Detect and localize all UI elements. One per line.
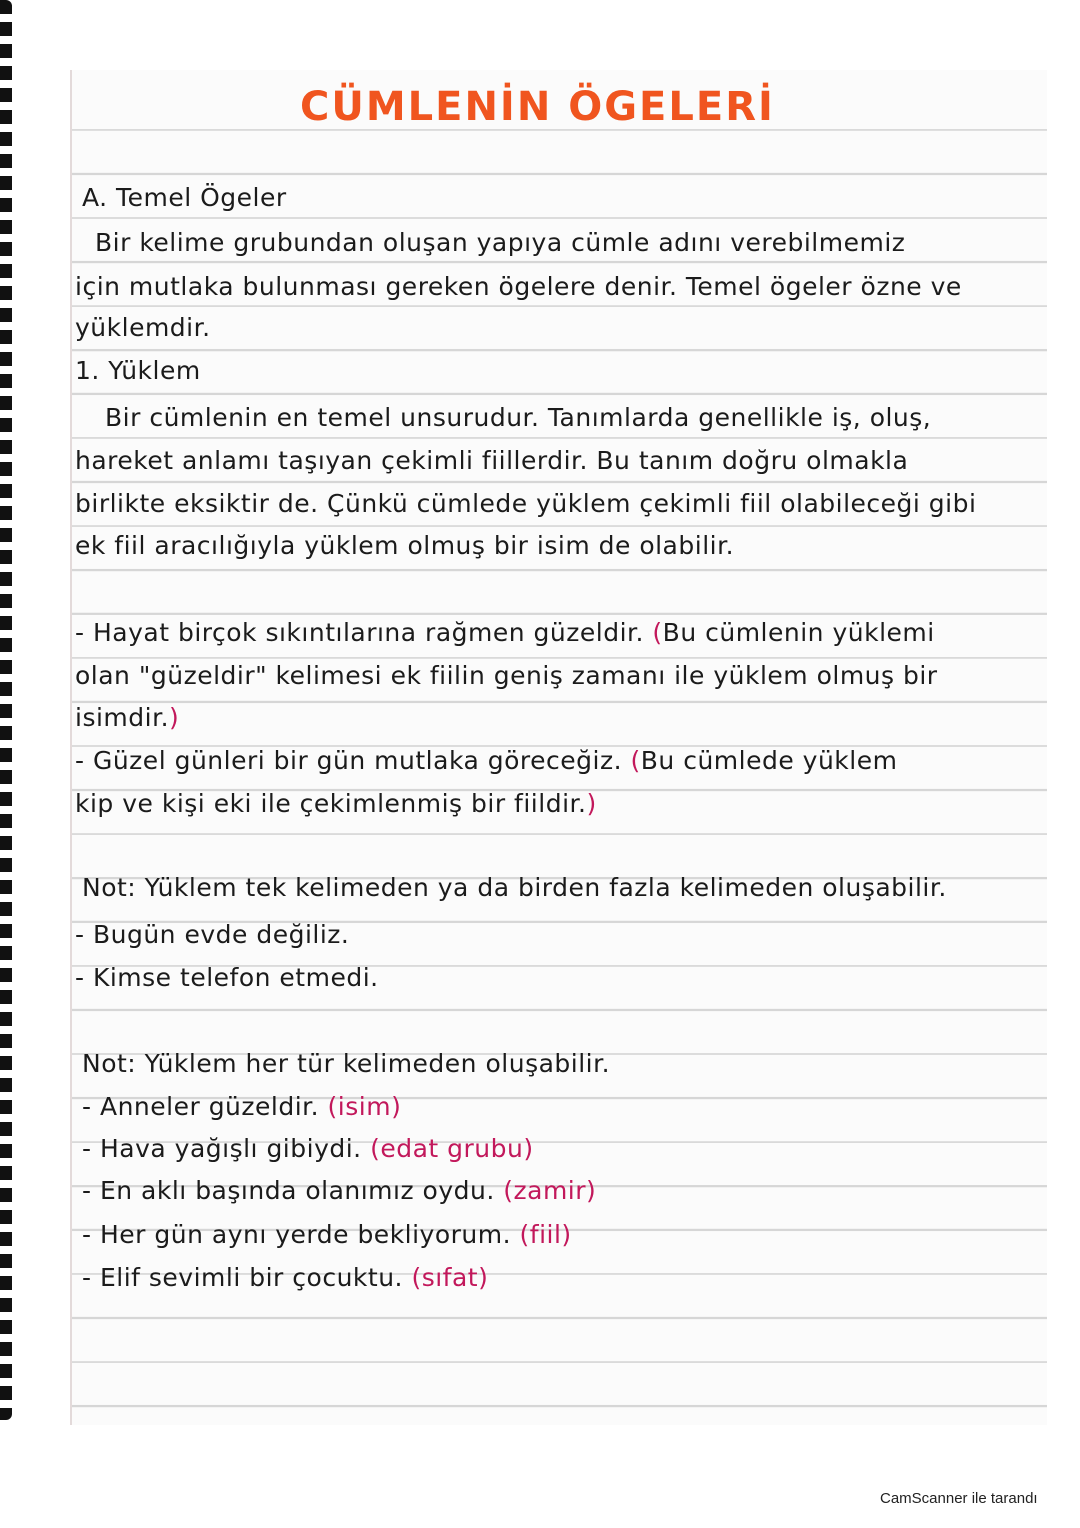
scanner-watermark: CamScanner ile tarandı — [880, 1490, 1038, 1507]
text-line — [82, 1049, 610, 1078]
text-segment: birlikte eksiktir de. Çünkü cümlede yüklem çekimli fiil olabileceği gibi — [75, 489, 977, 518]
text-line — [82, 1134, 534, 1163]
text-segment: - Her gün aynı yerde bekliyorum. — [82, 1220, 520, 1249]
text-segment: - Kimse telefon etmedi. — [75, 963, 379, 992]
text-line — [75, 963, 379, 992]
text-segment: Not: Yüklem her tür kelimeden oluşabilir. — [82, 1049, 611, 1078]
text-segment: A. Temel Ögeler — [82, 183, 287, 212]
note-annotation: ( — [630, 746, 641, 775]
text-segment: olan "güzeldir" kelimesi ek fiilin geniş zamanı ile yüklem olmuş bir — [75, 661, 938, 690]
text-line — [75, 313, 211, 342]
text-segment: - En aklı başında olanımız oydu. — [82, 1176, 504, 1205]
text-segment: hareket anlamı taşıyan çekimli fiillerdir. Bu tanım doğru olmakla — [75, 446, 909, 475]
text-segment: isimdir. — [75, 703, 170, 732]
text-line — [82, 1263, 488, 1292]
text-segment: ek fiil aracılığıyla yüklem olmuş bir isim de olabilir. — [75, 531, 735, 560]
text-line — [75, 789, 597, 818]
text-line — [75, 661, 938, 690]
text-segment: için mutlaka bulunması gereken ögelere denir. Temel ögeler özne ve — [75, 272, 962, 301]
text-segment: - Hava yağışlı gibiydi. — [82, 1134, 371, 1163]
text-line — [95, 228, 905, 257]
text-segment: 1. Yüklem — [75, 356, 201, 385]
text-line — [105, 403, 931, 432]
note-annotation: (sıfat) — [411, 1263, 489, 1292]
text-line — [75, 272, 962, 301]
note-annotation: ) — [586, 789, 597, 818]
text-segment: - Bugün evde değiliz. — [75, 920, 350, 949]
note-annotation: ( — [652, 618, 663, 647]
text-line — [82, 1176, 596, 1205]
note-annotation: (fiil) — [519, 1220, 572, 1249]
text-segment: - Hayat birçok sıkıntılarına rağmen güzeldir. — [75, 618, 653, 647]
text-line — [82, 1092, 401, 1121]
text-line — [75, 489, 976, 518]
notebook-spiral-binding — [0, 0, 12, 1420]
text-segment: Bu cümlenin yüklemi — [662, 618, 935, 647]
text-segment: - Anneler güzeldir. — [82, 1092, 328, 1121]
text-segment: Bir kelime grubundan oluşan yapıya cümle adını verebilmemiz — [95, 228, 906, 257]
text-line — [75, 446, 908, 475]
note-annotation: (isim) — [327, 1092, 402, 1121]
note-annotation: (zamir) — [503, 1176, 597, 1205]
text-line — [82, 183, 287, 212]
note-annotation: ) — [169, 703, 180, 732]
text-segment: - Güzel günleri bir gün mutlaka göreceğiz. — [75, 746, 631, 775]
text-line — [75, 618, 935, 647]
text-segment: - Elif sevimli bir çocuktu. — [82, 1263, 412, 1292]
note-annotation: (edat grubu) — [370, 1134, 534, 1163]
text-segment: Not: Yüklem tek kelimeden ya da birden fazla kelimeden oluşabilir. — [82, 873, 947, 902]
text-line — [82, 873, 947, 902]
text-line — [75, 356, 201, 385]
text-segment: yüklemdir. — [75, 313, 211, 342]
text-segment: Bu cümlede yüklem — [640, 746, 898, 775]
text-segment: Bir cümlenin en temel unsurudur. Tanımlarda genellikle iş, oluş, — [105, 403, 932, 432]
text-line — [75, 703, 179, 732]
text-segment: kip ve kişi eki ile çekimlenmiş bir fiildir. — [75, 789, 587, 818]
text-line — [75, 746, 897, 775]
page-title: CÜMLENİN ÖGELERİ — [300, 84, 775, 130]
text-line — [75, 531, 734, 560]
text-line — [82, 1220, 572, 1249]
text-line — [75, 920, 349, 949]
